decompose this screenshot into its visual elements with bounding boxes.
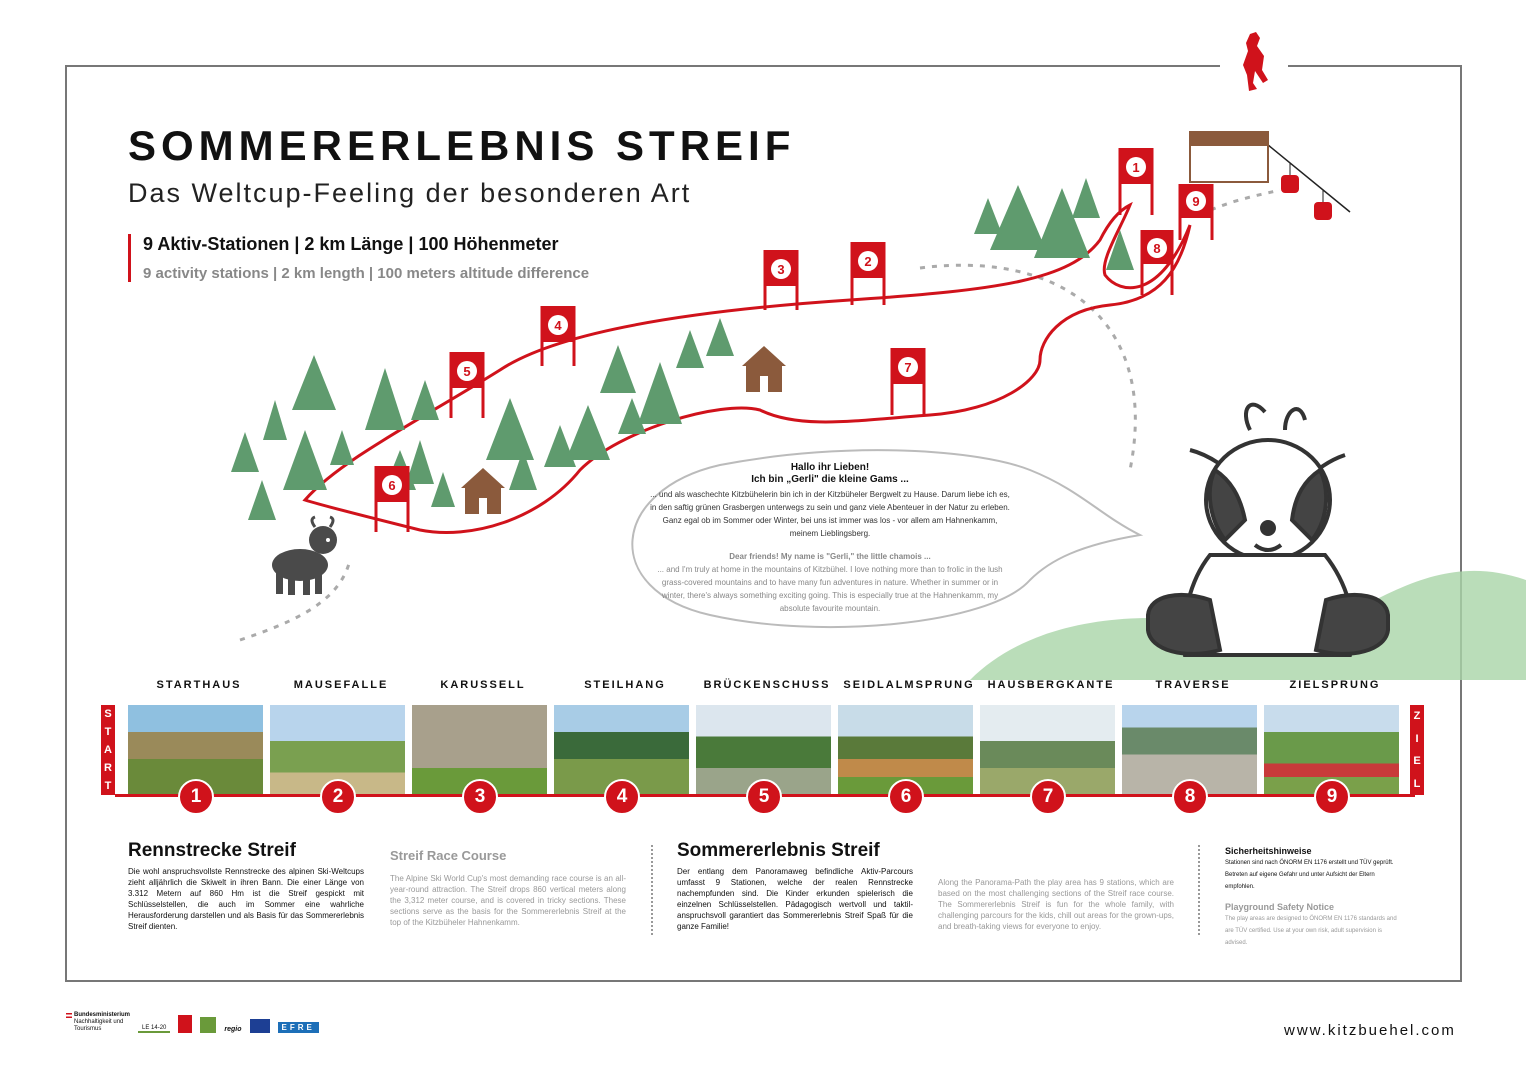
tab-letter: T [104, 780, 112, 792]
safety-notice [1225, 845, 1405, 949]
regio-logo: regio [224, 1026, 242, 1033]
small-gams-icon [272, 517, 337, 595]
eu-flag-icon [250, 1019, 270, 1033]
station-number-badge: 3 [462, 779, 498, 815]
race-course-text-german: Die wohl anspruchsvollste Rennstrecke des alpinen Ski-Weltcups zieht alljährlich die Skiwelt in ihren Bann. Die einer Länge von 3.312 Metern auf 860 Hm ist die Streif gespickt mit Schlüsselstellen, die auch im Sommer eine wahrliche Herausforderung darstellen und als Basis für das Sommererlebnis Streif dienten. [128, 867, 364, 931]
safety-title-english: Playground Safety Notice [1225, 902, 1335, 912]
svg-text:6: 6 [388, 478, 396, 493]
flag-7 [892, 348, 924, 415]
safety-title-german: Sicherheitshinweise [1225, 846, 1312, 856]
station-number-badge: 2 [320, 779, 356, 815]
ministry-name-line3: Tourismus [74, 1026, 102, 1032]
race-course-english [390, 850, 626, 928]
station-name: KARUSSELL [440, 679, 526, 691]
tab-letter: T [104, 726, 112, 738]
race-course-title-english: Streif Race Course [390, 848, 507, 863]
station-number-badge: 5 [746, 779, 782, 815]
cable-line [1262, 140, 1350, 212]
tab-letter: Z [1413, 710, 1421, 723]
bubble-text-german: ... und als waschechte Kitzbühelerin bin ich in der Kitzbüheler Bergwelt zu Hause. Darum liebe ich es, in den saftig grünen Grasbergen unterwegs zu sein und ganz viele Abenteuer in der Natur zu erleben. Ganz egal ob im Sommer oder Winter, bei uns ist immer was los - vor allem am Hahnenkamm, meinem Lieblingsberg. [650, 490, 1010, 538]
flag-9 [1180, 184, 1212, 240]
tab-letter: A [104, 744, 112, 756]
tab-letter: I [1415, 732, 1419, 745]
station-name: HAUSBERGKANTE [987, 679, 1115, 691]
summer-experience-english: Along the Panorama-Path the play area has 9 stations, which are based on the most challenging sections of the Streif race course. The Sommererlebnis Streif is fun for the whole family, with challenging parcours for the kids, chill out areas for the grown-ups, and breath-taking views for everyone to enjoy. [938, 878, 1174, 931]
column-divider [651, 845, 653, 935]
station-name: TRAVERSE [1155, 679, 1231, 691]
tab-letter: S [104, 708, 112, 720]
station-name: STEILHANG [584, 679, 666, 691]
ministry-name: Bundesministerium [74, 1012, 131, 1018]
station-name: MAUSEFALLE [293, 679, 389, 691]
svg-text:7: 7 [904, 360, 912, 375]
station-names [128, 679, 1398, 695]
svg-text:5: 5 [463, 364, 471, 379]
safety-text-german-1: Stationen sind nach ÖNORM EN 1176 erstellt und TÜV geprüft. [1225, 860, 1394, 866]
station-number-badge: 1 [178, 779, 214, 815]
station-name: ZIELSPRUNG [1289, 679, 1381, 691]
bubble-text-english: ... and I'm truly at home in the mountains of Kitzbühel. I love nothing more than to frolic in the lush grass-covered mountains and to have many fun adventures in nature. Whether in summer or in winter, there's always something exciting going. This is especially true at the Hahnenkamm, my absolute favourite mountain. [657, 565, 1003, 613]
flag-4 [542, 306, 574, 366]
column-divider [1198, 845, 1200, 935]
big-gams-icon [1148, 405, 1388, 655]
svg-text:1: 1 [1132, 160, 1140, 175]
leader-logo [200, 1017, 216, 1033]
flag-2 [852, 242, 884, 305]
station-number-badge: 7 [1030, 779, 1066, 815]
stats-english: 9 activity stations | 2 km length | 100 meters altitude difference [143, 265, 590, 282]
station-number-badge: 6 [888, 779, 924, 815]
svg-text:8: 8 [1153, 241, 1161, 256]
flag-3 [765, 250, 797, 310]
summer-experience-german [677, 840, 913, 932]
station-number-badge: 4 [604, 779, 640, 815]
station-name: STARTHAUS [156, 679, 242, 691]
bubble-greeting: Hallo ihr Lieben! [790, 462, 870, 473]
race-course-german [128, 840, 364, 932]
hut-icon-2 [461, 468, 505, 514]
bubble-intro: Ich bin „Gerli" die kleine Gams ... [751, 474, 909, 485]
stats-german: 9 Aktiv-Stationen | 2 km Länge | 100 Höhenmeter [143, 234, 559, 254]
website-url: www.kitzbuehel.com [1284, 1022, 1456, 1039]
tab-letter: L [1413, 777, 1421, 790]
ministry-logo [66, 1012, 130, 1033]
summer-experience-title-german: Sommererlebnis Streif [677, 840, 880, 861]
bubble-heading-english: Dear friends! My name is "Gerli," the little chamois ... [729, 552, 931, 561]
tab-letter: E [1413, 755, 1421, 768]
tab-letter: R [104, 762, 112, 774]
svg-text:2: 2 [864, 254, 872, 269]
station-number-badge: 8 [1172, 779, 1208, 815]
tirol-eagle-icon [178, 1015, 192, 1033]
safety-text-german-2: Betreten auf eigene Gefahr und unter Aufsicht der Eltern empfohlen. [1225, 872, 1375, 890]
hut-icon-1 [742, 346, 786, 392]
flag-1 [1120, 148, 1152, 215]
station-name: BRÜCKENSCHUSS [703, 679, 831, 691]
le-logo: LE 14-20 [138, 1025, 170, 1033]
page-subtitle: Das Weltcup-Feeling der besonderen Art [128, 178, 692, 208]
station-number-badge: 9 [1314, 779, 1350, 815]
sponsor-logos [66, 1012, 319, 1033]
svg-text:4: 4 [554, 318, 562, 333]
start-tab [101, 705, 115, 795]
speech-bubble-text [650, 462, 1010, 615]
race-course-title-german: Rennstrecke Streif [128, 840, 296, 861]
svg-text:9: 9 [1192, 194, 1200, 209]
safety-text-english: The play areas are designed to ÖNORM EN 1176 standards and are TÜV certified. Use at your own risk, adult supervision is advised. [1225, 916, 1397, 946]
ministry-name-line2: Nachhaltigkeit und [74, 1019, 124, 1025]
page-title: SOMMERERLEBNIS STREIF [128, 122, 796, 169]
summer-experience-text-german: Der entlang dem Panoramaweg befindliche Aktiv-Parcours umfasst 9 Stationen, welche der realen Rennstrecke nachempfunden sind. Die Kinder erkunden spielerisch die einzelnen Schlüsselstellen. Pädagogisch wertvoll und taktil-anspruchsvoll garantiert das Sommererlebnis Streif Spaß für die ganze Familie! [677, 867, 913, 931]
station-name: SEIDLALMSPRUNG [843, 679, 975, 691]
ziel-tab [1410, 705, 1424, 795]
race-course-text-english: The Alpine Ski World Cup's most demanding race course is an all-year-round attraction. The Streif drops 860 vertical meters along the 3,312 meter course, and is covered in tricky sections. These sections serve as the basis for the Sommererlebnis Streif at the top of the Kitzbüheler Hahnenkamm. [390, 874, 626, 927]
svg-text:3: 3 [777, 262, 785, 277]
flag-5 [451, 352, 483, 418]
efre-logo: EFRE [278, 1022, 319, 1033]
dotted-path-right [920, 265, 1135, 470]
